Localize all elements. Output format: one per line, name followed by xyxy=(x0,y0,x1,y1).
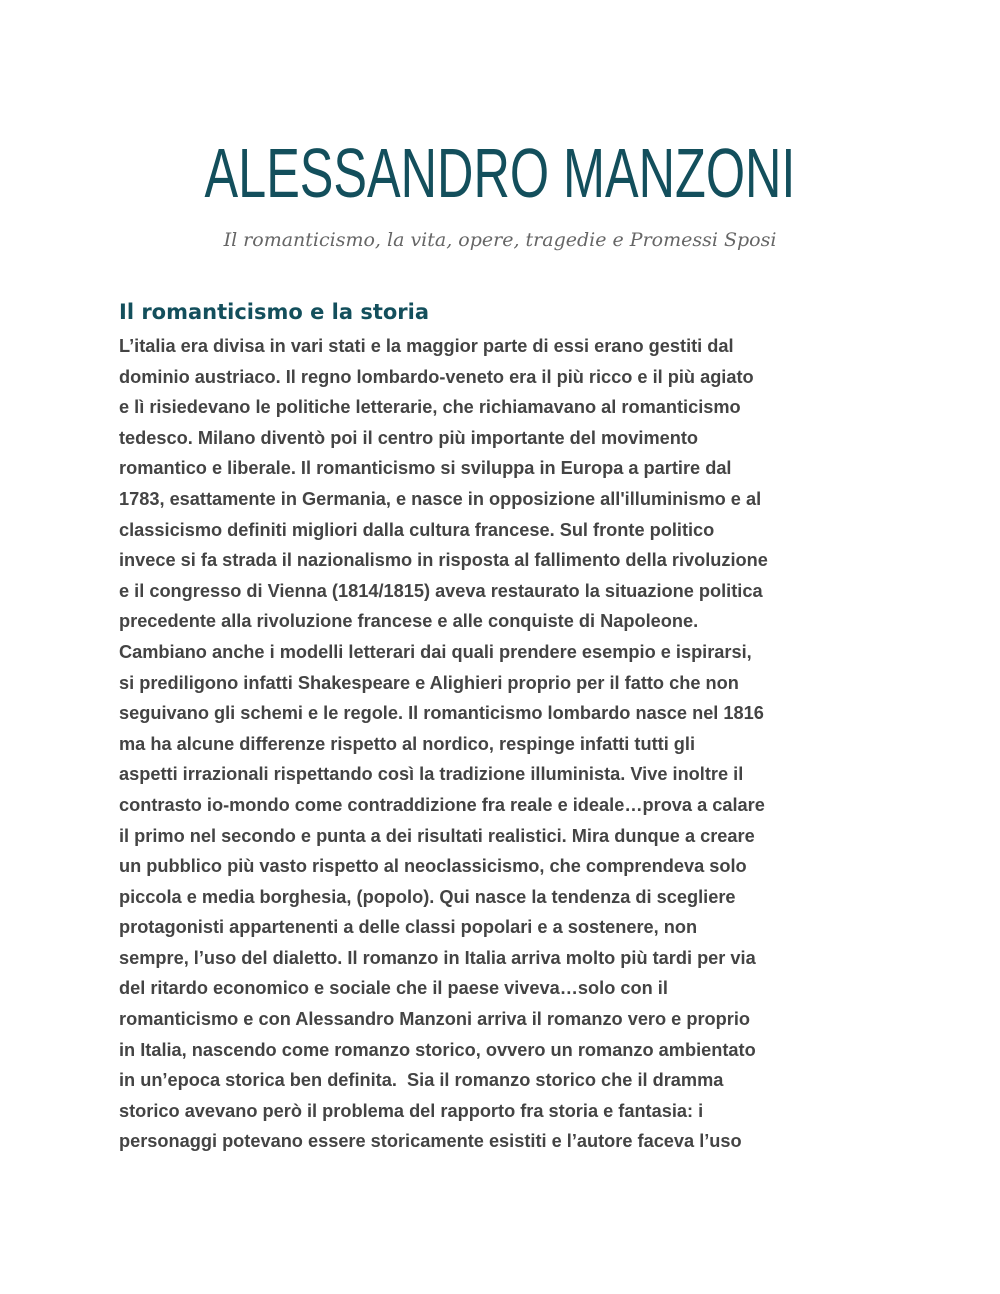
body-line: storico avevano però il problema del rapporto fra storia e fantasia: i xyxy=(119,1100,704,1121)
body-line: ma ha alcune differenze rispetto al nordico, respinge infatti tutti gli xyxy=(119,733,696,754)
body-line: 1783, esattamente in Germania, e nasce in opposizione all'illuminismo e al xyxy=(119,488,762,509)
section-body xyxy=(119,331,889,1157)
body-line: personaggi potevano essere storicamente esistiti e l’autore faceva l’uso xyxy=(119,1131,742,1152)
body-line: contrasto io-mondo come contraddizione fra reale e ideale…prova a calare xyxy=(119,794,765,815)
body-line: invece si fa strada il nazionalismo in risposta al fallimento della rivoluzione xyxy=(119,550,768,571)
body-line: precedente alla rivoluzione francese e alle conquiste di Napoleone. xyxy=(119,611,699,632)
body-line: dominio austriaco. Il regno lombardo-veneto era il più ricco e il più agiato xyxy=(119,366,754,387)
body-line: sempre, l’uso del dialetto. Il romanzo in Italia arriva molto più tardi per via xyxy=(119,947,756,968)
body-line: e lì risiedevano le politiche letterarie, che richiamavano al romanticismo xyxy=(119,397,741,418)
body-line: Cambiano anche i modelli letterari dai quali prendere esempio e ispirarsi, xyxy=(119,641,752,662)
body-line: del ritardo economico e sociale che il paese viveva…solo con il xyxy=(119,978,668,999)
body-line: in Italia, nascendo come romanzo storico, ovvero un romanzo ambientato xyxy=(119,1039,756,1060)
section-heading: Il romanticismo e la storia xyxy=(119,300,430,324)
body-line: un pubblico più vasto rispetto al neoclassicismo, che comprendeva solo xyxy=(119,856,747,877)
body-line: in un’epoca storica ben definita. Sia il romanzo storico che il dramma xyxy=(119,1070,724,1091)
body-line: classicismo definiti migliori dalla cultura francese. Sul fronte politico xyxy=(119,519,715,540)
body-line: seguivano gli schemi e le regole. Il romanticismo lombardo nasce nel 1816 xyxy=(119,703,764,724)
body-line: si prediligono infatti Shakespeare e Alighieri proprio per il fatto che non xyxy=(119,672,739,693)
body-line: aspetti irrazionali rispettando così la tradizione illuminista. Vive inoltre il xyxy=(119,764,744,785)
body-line: romanticismo e con Alessandro Manzoni arriva il romanzo vero e proprio xyxy=(119,1009,750,1030)
body-line: protagonisti appartenenti a delle classi popolari e a sostenere, non xyxy=(119,917,698,938)
body-line: tedesco. Milano diventò poi il centro più importante del movimento xyxy=(119,427,699,448)
page-subtitle: Il romanticismo, la vita, opere, tragedie e Promessi Sposi xyxy=(223,229,777,251)
body-line: e il congresso di Vienna (1814/1815) aveva restaurato la situazione politica xyxy=(119,580,763,601)
body-line: romantico e liberale. Il romanticismo si sviluppa in Europa a partire dal xyxy=(119,458,732,479)
body-line: piccola e media borghesia, (popolo). Qui nasce la tendenza di scegliere xyxy=(119,886,736,907)
page-title: ALESSANDRO MANZONI xyxy=(204,134,796,212)
body-line: L’italia era divisa in vari stati e la maggior parte di essi erano gestiti dal xyxy=(119,336,734,356)
body-line: il primo nel secondo e punta a dei risultati realistici. Mira dunque a creare xyxy=(119,825,755,846)
